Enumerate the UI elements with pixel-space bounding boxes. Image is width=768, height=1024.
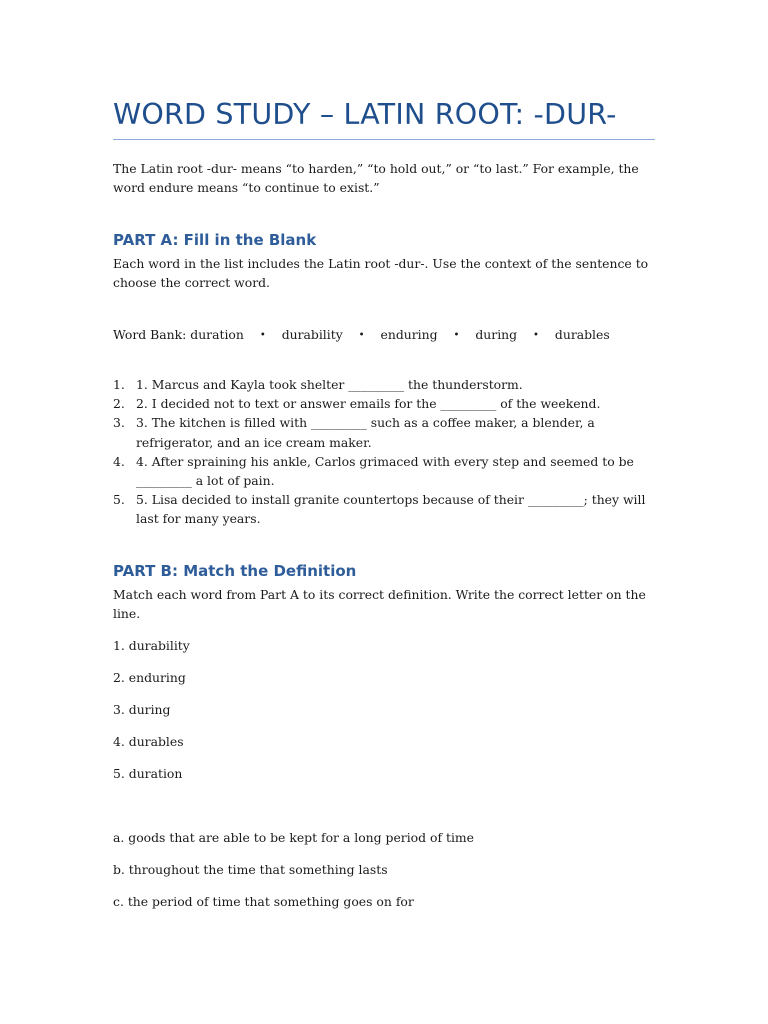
part-a-instructions: Each word in the list includes the Latin root -dur-. Use the context of the sentence to choose the correct word.	[113, 256, 649, 290]
fill-in-blank-list	[113, 375, 658, 529]
part-b-heading: PART B: Match the Definition	[113, 562, 357, 580]
match-word: 1. durability	[113, 638, 190, 653]
word-bank-word: duration	[190, 327, 244, 342]
match-word: 4. durables	[113, 734, 184, 749]
word-bank-label: Word Bank:	[113, 327, 187, 342]
word-bank-separator: •	[259, 330, 266, 341]
list-item	[113, 394, 658, 413]
word-bank-separator: •	[453, 330, 460, 341]
page-title: WORD STUDY – LATIN ROOT: -DUR-	[113, 98, 617, 131]
list-item-number: 2.	[113, 396, 125, 412]
definition-item: b. throughout the time that something lasts	[113, 862, 388, 877]
match-word: 3. during	[113, 702, 171, 717]
word-bank-separator: •	[533, 330, 539, 341]
title-underline	[113, 139, 655, 140]
match-word: 5. duration	[113, 766, 183, 781]
word-bank-word: durability	[281, 327, 343, 342]
list-item	[113, 375, 658, 394]
list-item-number: 3.	[113, 415, 125, 431]
list-item-text: 1. Marcus and Kayla took shelter _________ the thunderstorm.	[136, 377, 523, 392]
definition-item: a. goods that are able to be kept for a long period of time	[113, 830, 475, 845]
word-bank-word: enduring	[380, 327, 438, 342]
word-bank	[113, 325, 610, 345]
part-a-heading: PART A: Fill in the Blank	[113, 231, 317, 249]
definition-item: c. the period of time that something goes on for	[113, 894, 414, 909]
word-bank-word: during	[475, 327, 518, 342]
part-b-instructions: Match each word from Part A to its correct definition. Write the correct letter on the line.	[113, 587, 646, 621]
intro-paragraph: The Latin root -dur- means “to harden,” “to hold out,” or “to last.” For example, the word endure means “to continue to exist.”	[113, 161, 639, 195]
list-item-number: 5.	[113, 492, 125, 508]
list-item-text: 2. I decided not to text or answer emails for the _________ of the weekend.	[136, 396, 601, 412]
list-item	[113, 490, 658, 528]
list-item-text: 3. The kitchen is filled with _________ such as a coffee maker, a blender, a refrigerator, and an ice cream maker.	[136, 415, 595, 450]
list-item-text: 5. Lisa decided to install granite countertops because of their _________; they will last for many years.	[136, 492, 646, 527]
word-bank-separator: •	[358, 330, 365, 341]
list-item-number: 1.	[113, 377, 125, 392]
match-word: 2. enduring	[113, 670, 186, 685]
list-item	[113, 452, 658, 490]
list-item-text: 4. After spraining his ankle, Carlos grimaced with every step and seemed to be _________ a lot of pain.	[136, 453, 634, 489]
list-item	[113, 413, 658, 451]
word-bank-word: durables	[554, 327, 610, 342]
list-item-number: 4.	[113, 453, 125, 469]
